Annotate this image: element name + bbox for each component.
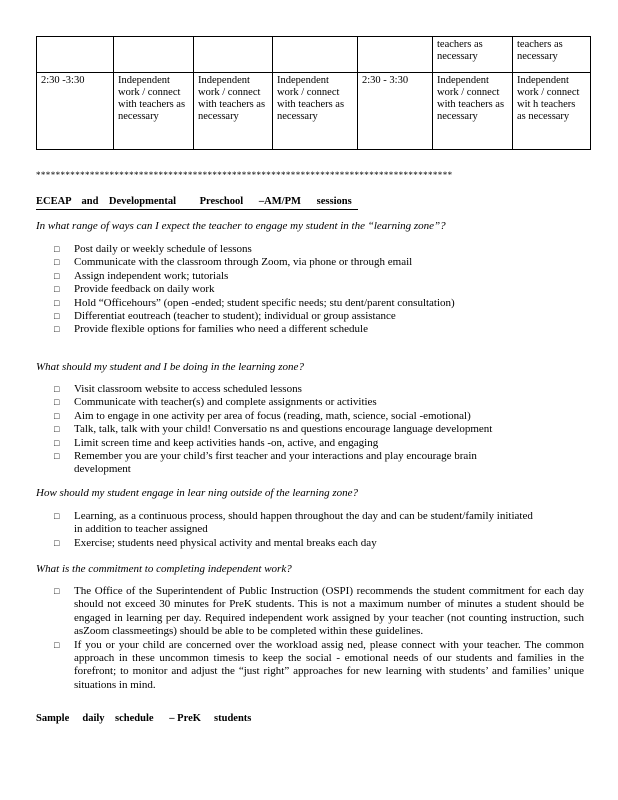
checkbox-bullet-icon: □	[54, 324, 60, 335]
table-cell	[194, 37, 273, 73]
question-4: What is the commitment to completing independent work?	[36, 563, 292, 575]
table-cell: Independent work / connect with teachers as necessary	[114, 73, 194, 150]
list-item: □ Communicate with the classroom through Zoom, via phone or through email	[54, 256, 413, 269]
divider-line: *************************************************************************************	[36, 170, 453, 180]
table-cell	[114, 37, 194, 73]
checkbox-bullet-icon: □	[54, 311, 60, 322]
list-item: □ Exercise; students need physical activity and mental breaks each day	[54, 536, 377, 549]
list-item: □ Assign independent work; tutorials	[54, 269, 229, 282]
checkbox-bullet-icon: □	[54, 284, 60, 295]
checkbox-bullet-icon: □	[54, 424, 60, 435]
table-cell: Independent work / connect wit h teachers as necessary	[513, 73, 591, 150]
list-item: □ Communicate with teacher(s) and complete assignments or activities	[54, 396, 377, 409]
question-3: How should my student engage in lear ning outside of the learning zone?	[36, 487, 359, 499]
table-cell: teachers as necessary	[433, 37, 513, 73]
list-item: □ If you or your child are concerned over the workload assig ned, please connect with your teacher. The common approach in these uncommon timesis to keep the social - emotional needs of our students and families in the forefront; to monitor and adjust the “just right” approaches for new learning with students’ and families’ unique situations in mind.	[54, 638, 584, 691]
checkbox-bullet-icon: □	[54, 297, 60, 308]
time-cell: 2:30 - 3:30	[358, 73, 433, 150]
list-item: □ Remember you are your child’s first teacher and your interactions and play encourage brain development	[54, 450, 477, 476]
heading-underline	[36, 209, 358, 210]
list-4	[54, 585, 584, 692]
list-item: □ Provide flexible options for families who need a different schedule	[54, 323, 368, 336]
table-cell	[358, 37, 433, 73]
checkbox-bullet-icon: □	[54, 437, 60, 448]
list-item: □ Talk, talk, talk with your child! Conversatio ns and questions encourage language development	[54, 423, 493, 436]
list-item: □ Differentiat eoutreach (teacher to student); individual or group assistance	[54, 310, 396, 323]
checkbox-bullet-icon: □	[54, 537, 60, 548]
section-heading: ECEAP and Developmental Preschool –AM/PM sessions	[36, 196, 352, 207]
table-cell: Independent work / connect with teachers as necessary	[433, 73, 513, 150]
checkbox-bullet-icon: □	[54, 639, 60, 650]
list-2	[54, 383, 534, 477]
time-cell: 2:30 -3:30	[37, 73, 114, 150]
list-item: □ Visit classroom website to access scheduled lessons	[54, 383, 302, 395]
checkbox-bullet-icon: □	[54, 451, 60, 462]
checkbox-bullet-icon: □	[54, 270, 60, 281]
list-item: □ Learning, as a continuous process, should happen throughout the day and can be student/family initiated in addition to teacher assigned	[54, 510, 533, 536]
table-row	[37, 37, 591, 73]
list-item: □ Hold “Officehours” (open -ended; student specific needs; stu dent/parent consultation)	[54, 296, 455, 309]
table-cell: Independent work / connect with teachers as necessary	[194, 73, 273, 150]
table-cell: Independent work / connect with teachers as necessary	[273, 73, 358, 150]
sample-schedule-heading: Sample daily schedule – PreK students	[36, 713, 252, 724]
checkbox-bullet-icon: □	[54, 410, 60, 421]
list-item: □ Aim to engage in one activity per area of focus (reading, math, science, social -emotional)	[54, 409, 471, 422]
schedule-table	[36, 36, 591, 150]
list-item: □ Provide feedback on daily work	[54, 283, 215, 296]
checkbox-bullet-icon: □	[54, 586, 60, 596]
question-1: In what range of ways can I expect the teacher to engage my student in the “learning zone”?	[36, 220, 446, 232]
checkbox-bullet-icon: □	[54, 397, 60, 408]
table-cell: teachers as necessary	[513, 37, 591, 73]
table-cell	[273, 37, 358, 73]
question-2: What should my student and I be doing in the learning zone?	[36, 361, 304, 373]
list-3	[54, 510, 544, 550]
checkbox-bullet-icon: □	[54, 244, 60, 254]
checkbox-bullet-icon: □	[54, 511, 60, 521]
list-item: □ The Office of the Superintendent of Public Instruction (OSPI) recommends the student commitment for each day should not exceed 30 minutes for PreK students. This is not a maximum number of minutes a student should be engaged in learning per day. Required independent work assigned by your teacher (not counting instruction, such asZoom classmeetings) should be able to be completed within these guidelines.	[54, 585, 584, 638]
list-1	[54, 243, 455, 337]
table-row	[37, 73, 591, 150]
table-cell	[37, 37, 114, 73]
list-item: □ Limit screen time and keep activities hands -on, active, and engaging	[54, 436, 379, 449]
checkbox-bullet-icon: □	[54, 384, 60, 394]
checkbox-bullet-icon: □	[54, 257, 60, 268]
list-item: □ Post daily or weekly schedule of lessons	[54, 243, 252, 255]
